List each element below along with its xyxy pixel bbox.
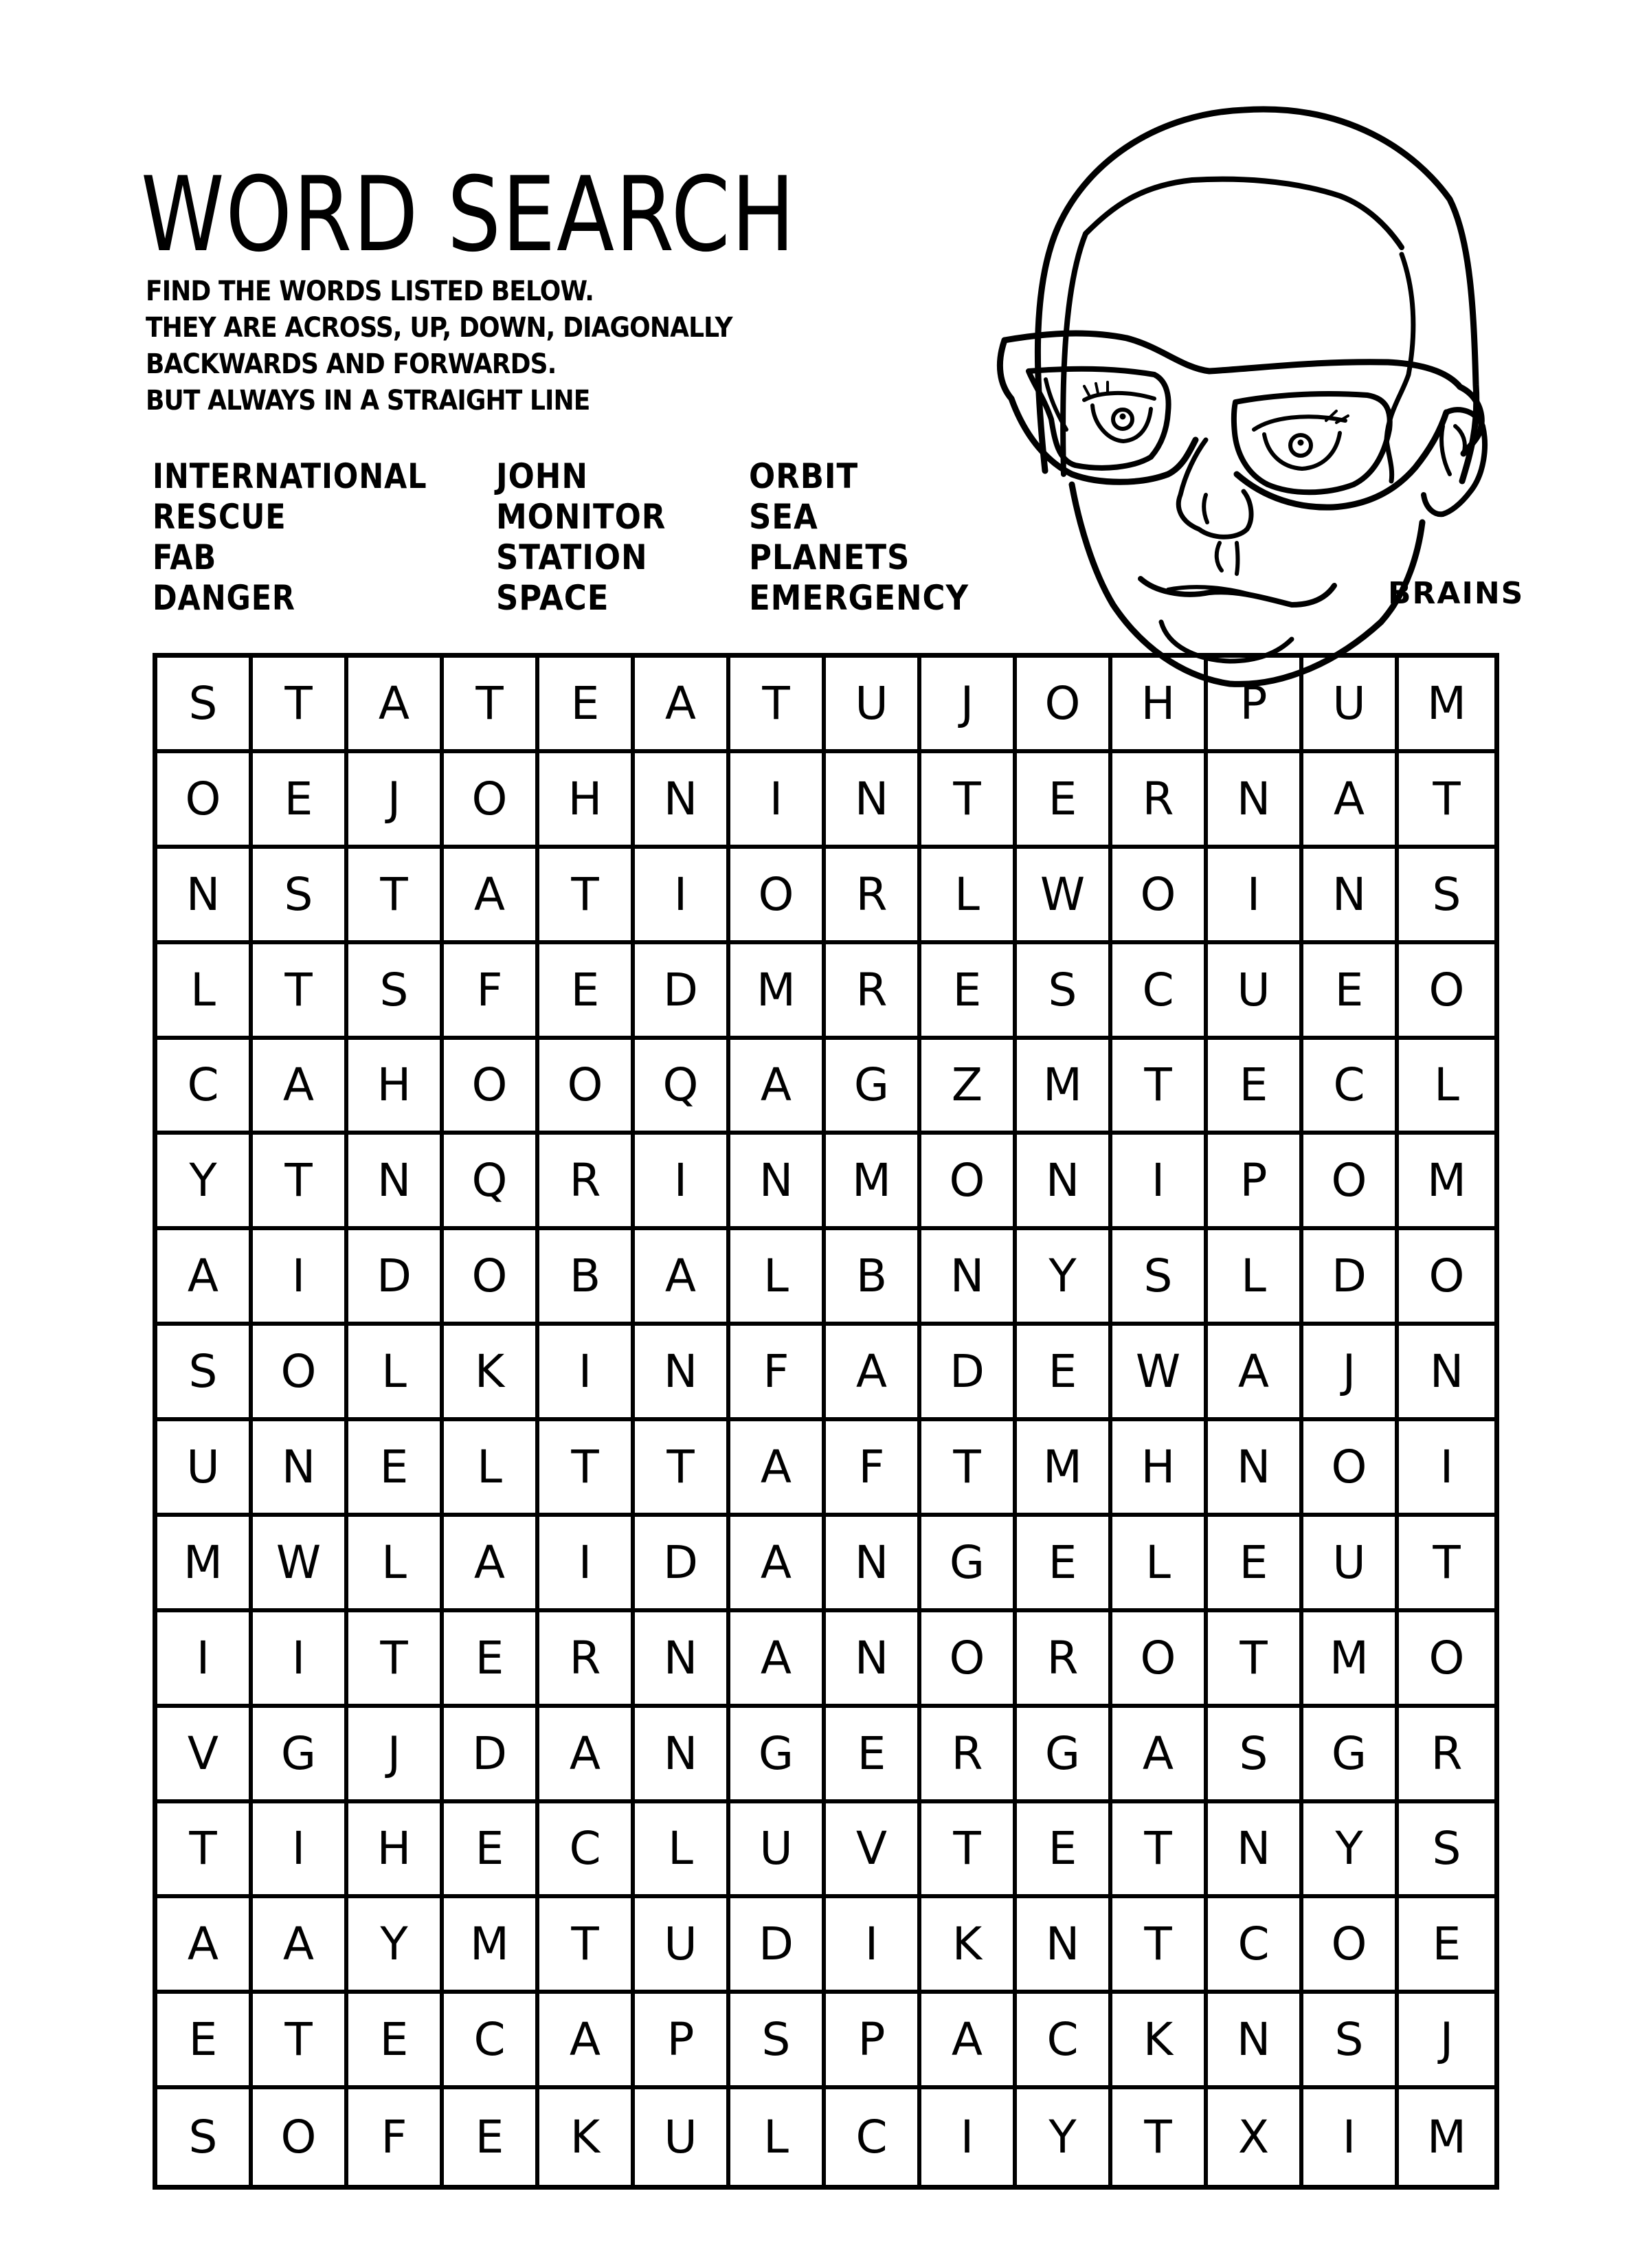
grid-cell[interactable]: A xyxy=(921,1994,1017,2089)
grid-cell[interactable]: N xyxy=(1208,1994,1303,2089)
grid-cell[interactable]: U xyxy=(157,1421,253,1517)
grid-cell[interactable]: I xyxy=(253,1612,348,1708)
left-eye-icon xyxy=(1084,393,1154,400)
grid-cell[interactable]: T xyxy=(444,658,539,753)
grid-cell[interactable]: T xyxy=(348,1612,444,1708)
grid-cell[interactable]: N xyxy=(157,849,253,944)
grid-cell[interactable]: W xyxy=(1017,849,1112,944)
grid-cell[interactable]: A xyxy=(826,1326,921,1421)
grid-cell[interactable]: I xyxy=(921,2089,1017,2185)
grid-cell[interactable]: L xyxy=(157,944,253,1040)
grid-cell[interactable]: K xyxy=(444,1326,539,1421)
grid-cell[interactable]: R xyxy=(1399,1708,1494,1803)
grid-cell[interactable]: X xyxy=(1208,2089,1303,2185)
grid-cell[interactable]: O xyxy=(1303,1898,1399,1994)
grid-cell[interactable]: D xyxy=(635,1517,730,1612)
grid-cell[interactable]: C xyxy=(1112,944,1208,1040)
grid-cell[interactable]: M xyxy=(730,944,826,1040)
grid-cell[interactable]: T xyxy=(1112,1898,1208,1994)
grid-cell[interactable]: A xyxy=(730,1421,826,1517)
grid-cell[interactable]: U xyxy=(730,1803,826,1899)
word-list-column xyxy=(153,456,427,619)
grid-cell[interactable]: A xyxy=(539,1994,635,2089)
grid-cell[interactable]: I xyxy=(635,1135,730,1230)
grid-cell[interactable]: T xyxy=(730,658,826,753)
grid-cell[interactable]: T xyxy=(253,1994,348,2089)
grid-cell[interactable]: U xyxy=(635,2089,730,2185)
grid-cell[interactable]: K xyxy=(921,1898,1017,1994)
grid-cell[interactable]: I xyxy=(157,1612,253,1708)
word-list-column xyxy=(496,456,666,619)
right-eye-icon xyxy=(1254,416,1345,430)
grid-cell[interactable]: T xyxy=(1399,753,1494,849)
grid-cell[interactable]: A xyxy=(730,1612,826,1708)
grid-cell[interactable]: O xyxy=(253,2089,348,2185)
grid-cell[interactable]: S xyxy=(1303,1994,1399,2089)
grid-cell[interactable]: D xyxy=(444,1708,539,1803)
grid-cell[interactable]: N xyxy=(826,1612,921,1708)
grid-cell[interactable]: T xyxy=(539,1421,635,1517)
grid-cell[interactable]: B xyxy=(539,1230,635,1326)
grid-cell[interactable]: U xyxy=(1303,658,1399,753)
grid-cell[interactable]: T xyxy=(253,658,348,753)
grid-cell[interactable]: D xyxy=(730,1898,826,1994)
grid-cell[interactable]: N xyxy=(826,1517,921,1612)
grid-cell[interactable]: T xyxy=(921,753,1017,849)
grid-cell[interactable]: P xyxy=(635,1994,730,2089)
grid-cell[interactable]: G xyxy=(730,1708,826,1803)
grid-cell[interactable]: I xyxy=(253,1803,348,1899)
grid-cell[interactable]: L xyxy=(1112,1517,1208,1612)
grid-cell[interactable]: E xyxy=(1208,1040,1303,1135)
word-item: INTERNATIONAL xyxy=(153,456,427,496)
grid-cell[interactable]: T xyxy=(539,849,635,944)
grid-cell[interactable]: S xyxy=(1399,849,1494,944)
grid-cell[interactable]: O xyxy=(1112,1612,1208,1708)
grid-cell[interactable]: R xyxy=(1112,753,1208,849)
instruction-line: BUT ALWAYS IN A STRAIGHT LINE xyxy=(146,385,590,416)
grid-cell[interactable]: T xyxy=(635,1421,730,1517)
grid-cell[interactable]: A xyxy=(157,1230,253,1326)
grid-cell[interactable]: S xyxy=(253,849,348,944)
grid-cell[interactable]: S xyxy=(157,658,253,753)
grid-cell[interactable]: O xyxy=(444,1040,539,1135)
grid-cell[interactable]: A xyxy=(635,658,730,753)
grid-cell[interactable]: Q xyxy=(635,1040,730,1135)
grid-cell[interactable]: T xyxy=(1208,1612,1303,1708)
instruction-line: THEY ARE ACROSS, UP, DOWN, DIAGONALLY xyxy=(146,312,732,344)
grid-cell[interactable]: U xyxy=(826,658,921,753)
grid-cell[interactable]: I xyxy=(826,1898,921,1994)
grid-cell[interactable]: L xyxy=(444,1421,539,1517)
grid-cell[interactable]: N xyxy=(921,1230,1017,1326)
grid-cell[interactable]: K xyxy=(539,2089,635,2185)
grid-cell[interactable]: M xyxy=(1427,2111,1466,2164)
grid-cell[interactable]: Y xyxy=(157,1135,253,1230)
grid-cell[interactable]: A xyxy=(730,1040,826,1135)
grid-cell[interactable]: A xyxy=(253,1040,348,1135)
grid-cell[interactable]: Q xyxy=(444,1135,539,1230)
grid-cell[interactable]: O xyxy=(444,1230,539,1326)
grid-cell[interactable]: O xyxy=(253,1326,348,1421)
grid-cell[interactable]: O xyxy=(1017,658,1112,753)
grid-cell[interactable]: T xyxy=(1112,2089,1208,2185)
grid-cell[interactable]: E xyxy=(1017,1326,1112,1421)
grid-cell[interactable]: A xyxy=(348,658,444,753)
grid-cell[interactable]: M xyxy=(444,1898,539,1994)
grid-cell[interactable]: A xyxy=(1112,1708,1208,1803)
grid-cell[interactable]: S xyxy=(730,1994,826,2089)
glasses-icon xyxy=(1005,333,1481,454)
grid-cell[interactable]: S xyxy=(157,2089,253,2185)
hairline-icon xyxy=(1063,179,1402,474)
grid-cell[interactable]: O xyxy=(1399,1612,1494,1708)
grid-cell[interactable]: E xyxy=(348,1421,444,1517)
grid-cell[interactable]: P xyxy=(826,1994,921,2089)
ear-icon xyxy=(1424,410,1485,514)
word-item: SEA xyxy=(749,497,818,537)
instructions xyxy=(146,274,732,419)
grid-cell[interactable]: C xyxy=(1208,1898,1303,1994)
grid-cell[interactable]: A xyxy=(1303,753,1399,849)
grid-cell[interactable]: O xyxy=(1399,1230,1494,1326)
instruction-line: FIND THE WORDS LISTED BELOW. xyxy=(146,276,594,307)
grid-cell[interactable]: L xyxy=(1208,1230,1303,1326)
word-item: PLANETS xyxy=(749,537,910,577)
head-outline-icon xyxy=(1037,109,1476,481)
grid-cell[interactable]: S xyxy=(1017,944,1112,1040)
grid-cell[interactable]: H xyxy=(348,1040,444,1135)
grid-cell[interactable]: I xyxy=(730,753,826,849)
grid-cell[interactable]: C xyxy=(444,1994,539,2089)
grid-cell[interactable]: T xyxy=(921,1421,1017,1517)
grid-cell[interactable]: L xyxy=(1399,1040,1494,1135)
grid-cell[interactable]: U xyxy=(1303,1517,1399,1612)
word-item: STATION xyxy=(496,537,648,577)
grid-cell[interactable]: C xyxy=(1303,1040,1399,1135)
grid-cell[interactable]: E xyxy=(539,658,635,753)
grid-cell[interactable]: N xyxy=(1399,1326,1494,1421)
grid-cell[interactable]: R xyxy=(1017,1612,1112,1708)
grid-cell[interactable]: S xyxy=(1112,1230,1208,1326)
grid-cell[interactable]: I xyxy=(1208,849,1303,944)
grid-cell[interactable]: N xyxy=(348,1135,444,1230)
grid-cell[interactable]: G xyxy=(253,1708,348,1803)
grid-cell[interactable]: L xyxy=(635,1803,730,1899)
grid-cell[interactable]: W xyxy=(253,1517,348,1612)
word-item: MONITOR xyxy=(496,497,666,537)
grid-cell[interactable]: Y xyxy=(1017,1230,1112,1326)
grid-cell[interactable]: E xyxy=(1208,1517,1303,1612)
grid-cell[interactable]: E xyxy=(1017,1517,1112,1612)
instruction-line: BACKWARDS AND FORWARDS. xyxy=(146,348,557,380)
grid-cell[interactable]: R xyxy=(826,944,921,1040)
grid-cell[interactable]: O xyxy=(1112,849,1208,944)
grid-cell[interactable]: I xyxy=(1112,1135,1208,1230)
grid-cell[interactable]: A xyxy=(253,1898,348,1994)
grid-cell[interactable]: L xyxy=(348,1326,444,1421)
grid-cell[interactable]: T xyxy=(1112,1040,1208,1135)
grid-cell[interactable]: R xyxy=(826,849,921,944)
grid-cell[interactable]: E xyxy=(539,944,635,1040)
grid-cell[interactable]: D xyxy=(635,944,730,1040)
grid-cell[interactable]: Y xyxy=(1017,2089,1112,2185)
grid-cell[interactable]: O xyxy=(1399,944,1494,1040)
grid-cell[interactable]: M xyxy=(1399,658,1494,753)
mouth-icon xyxy=(1141,579,1334,605)
grid-cell[interactable]: R xyxy=(539,1135,635,1230)
grid-cell[interactable]: L xyxy=(730,1230,826,1326)
grid-cell[interactable]: O xyxy=(921,1612,1017,1708)
grid-cell[interactable]: N xyxy=(635,1612,730,1708)
grid-cell[interactable]: V xyxy=(826,1803,921,1899)
grid-cell[interactable]: N xyxy=(826,753,921,849)
grid-cell[interactable]: Z xyxy=(921,1040,1017,1135)
grid-cell[interactable]: L xyxy=(921,849,1017,944)
grid-cell[interactable]: M xyxy=(1399,1135,1494,1230)
grid-cell[interactable]: E xyxy=(1017,1803,1112,1899)
grid-cell[interactable]: S xyxy=(348,944,444,1040)
page-title: WORD SEARCH xyxy=(141,155,796,275)
grid-cell[interactable]: F xyxy=(348,2089,444,2185)
grid-cell[interactable]: B xyxy=(826,1230,921,1326)
grid-cell[interactable]: U xyxy=(1208,944,1303,1040)
grid-cell[interactable]: O xyxy=(444,753,539,849)
grid-cell[interactable]: O xyxy=(921,1135,1017,1230)
grid-cell[interactable]: O xyxy=(539,1040,635,1135)
grid-cell[interactable]: N xyxy=(253,1421,348,1517)
grid-cell[interactable]: J xyxy=(921,658,1017,753)
grid-cell[interactable]: J xyxy=(348,1708,444,1803)
grid-cell[interactable]: F xyxy=(826,1421,921,1517)
grid-cell[interactable]: U xyxy=(635,1898,730,1994)
grid-cell[interactable]: R xyxy=(921,1708,1017,1803)
word-item: FAB xyxy=(153,537,217,577)
grid-cell[interactable]: A xyxy=(157,1898,253,1994)
grid-cell[interactable]: J xyxy=(1303,1326,1399,1421)
grid-cell[interactable]: I xyxy=(1399,1421,1494,1517)
grid-cell[interactable]: A xyxy=(444,849,539,944)
grid-cell[interactable]: G xyxy=(1017,1708,1112,1803)
grid-cell[interactable]: Y xyxy=(348,1898,444,1994)
word-search-grid xyxy=(153,653,1499,2190)
grid-cell[interactable]: W xyxy=(1112,1326,1208,1421)
grid-cell[interactable]: E xyxy=(1399,1898,1494,1994)
grid-cell[interactable]: I xyxy=(253,1230,348,1326)
word-item: JOHN xyxy=(496,456,588,496)
grid-cell[interactable]: L xyxy=(348,1517,444,1612)
grid-cell[interactable]: E xyxy=(348,1994,444,2089)
grid-cell[interactable]: I xyxy=(635,849,730,944)
grid-cell[interactable]: T xyxy=(1399,1517,1494,1612)
grid-cell[interactable]: V xyxy=(157,1708,253,1803)
grid-cell[interactable]: G xyxy=(1303,1708,1399,1803)
grid-cell[interactable]: T xyxy=(253,944,348,1040)
grid-cell[interactable]: Y xyxy=(1303,1803,1399,1899)
grid-cell[interactable]: M xyxy=(1017,1040,1112,1135)
grid-cell[interactable]: N xyxy=(1208,753,1303,849)
word-list-column xyxy=(749,456,969,619)
illustration-caption: BRAINS xyxy=(1388,576,1525,611)
nose-icon xyxy=(1178,440,1251,537)
grid-cell[interactable]: C xyxy=(157,1040,253,1135)
grid-cell[interactable]: T xyxy=(157,1803,253,1899)
grid-cell[interactable]: D xyxy=(348,1230,444,1326)
grid-cell[interactable]: E xyxy=(444,1612,539,1708)
right-lens-icon xyxy=(1234,394,1390,492)
grid-cell[interactable]: E xyxy=(253,753,348,849)
grid-cell[interactable]: C xyxy=(539,1803,635,1899)
grid-cell[interactable]: T xyxy=(348,849,444,944)
grid-cell[interactable]: N xyxy=(1017,1898,1112,1994)
grid-cell[interactable]: E xyxy=(444,1803,539,1899)
grid-cell[interactable]: N xyxy=(1208,1421,1303,1517)
word-item: DANGER xyxy=(153,578,295,618)
grid-cell[interactable]: E xyxy=(444,2089,539,2185)
grid-cell[interactable]: A xyxy=(1208,1326,1303,1421)
grid-cell[interactable]: N xyxy=(1017,1135,1112,1230)
grid-cell[interactable]: J xyxy=(1399,1994,1494,2089)
grid-cell[interactable]: T xyxy=(253,1135,348,1230)
grid-cell[interactable]: A xyxy=(444,1517,539,1612)
grid-cell[interactable]: F xyxy=(730,1326,826,1421)
word-item: ORBIT xyxy=(749,456,859,496)
grid-cell[interactable]: E xyxy=(826,1708,921,1803)
grid-cell[interactable]: C xyxy=(826,2089,921,2185)
grid-cell[interactable]: J xyxy=(348,753,444,849)
grid-cell[interactable]: O xyxy=(730,849,826,944)
grid-cell[interactable]: M xyxy=(1017,1421,1112,1517)
grid-cell[interactable]: T xyxy=(1112,1803,1208,1899)
word-item: SPACE xyxy=(496,578,609,618)
grid-cell[interactable]: H xyxy=(1112,1421,1208,1517)
grid-cell[interactable]: A xyxy=(539,1708,635,1803)
grid-cell[interactable]: E xyxy=(1017,753,1112,849)
grid-cell[interactable]: E xyxy=(1303,944,1399,1040)
grid-cell[interactable]: O xyxy=(157,753,253,849)
grid-cell[interactable]: E xyxy=(157,1994,253,2089)
grid-cell[interactable]: G xyxy=(921,1517,1017,1612)
grid-cell[interactable]: D xyxy=(921,1326,1017,1421)
grid-cell[interactable]: P xyxy=(1208,1135,1303,1230)
grid-cell[interactable]: P xyxy=(1208,658,1303,753)
word-item: EMERGENCY xyxy=(749,578,969,618)
grid-cell[interactable]: N xyxy=(635,1708,730,1803)
grid-cell[interactable]: S xyxy=(1208,1708,1303,1803)
grid-cell[interactable]: I xyxy=(1303,2089,1399,2185)
grid-cell[interactable]: A xyxy=(635,1230,730,1326)
grid-cell[interactable]: G xyxy=(826,1040,921,1135)
grid-cell[interactable]: N xyxy=(635,1326,730,1421)
grid-cell[interactable]: O xyxy=(1303,1135,1399,1230)
grid-cell[interactable]: T xyxy=(539,1898,635,1994)
grid-cell[interactable]: H xyxy=(348,1803,444,1899)
grid-cell[interactable]: M xyxy=(157,1517,253,1612)
grid-cell[interactable]: N xyxy=(1208,1803,1303,1899)
grid-cell[interactable]: N xyxy=(1303,849,1399,944)
grid-cell[interactable]: R xyxy=(539,1612,635,1708)
grid-cell[interactable]: T xyxy=(921,1803,1017,1899)
grid-cell[interactable]: K xyxy=(1112,1994,1208,2089)
grid-cell[interactable]: H xyxy=(1112,658,1208,753)
grid-cell[interactable]: S xyxy=(157,1326,253,1421)
grid-cell[interactable]: I xyxy=(539,1326,635,1421)
grid-cell[interactable]: S xyxy=(1399,1803,1494,1899)
grid-cell[interactable]: L xyxy=(730,2089,826,2185)
grid-cell[interactable]: M xyxy=(1303,1612,1399,1708)
grid-cell[interactable]: A xyxy=(730,1517,826,1612)
grid-cell[interactable]: D xyxy=(1303,1230,1399,1326)
grid-cell[interactable]: N xyxy=(635,753,730,849)
grid-cell[interactable]: H xyxy=(539,753,635,849)
grid-cell[interactable]: M xyxy=(826,1135,921,1230)
grid-cell[interactable]: N xyxy=(730,1135,826,1230)
grid-cell[interactable]: F xyxy=(444,944,539,1040)
grid-cell[interactable]: E xyxy=(921,944,1017,1040)
left-lens-icon xyxy=(1029,369,1169,468)
grid-cell[interactable]: O xyxy=(1303,1421,1399,1517)
grid-cell[interactable]: I xyxy=(539,1517,635,1612)
grid-cell[interactable]: C xyxy=(1017,1994,1112,2089)
word-item: RESCUE xyxy=(153,497,287,537)
